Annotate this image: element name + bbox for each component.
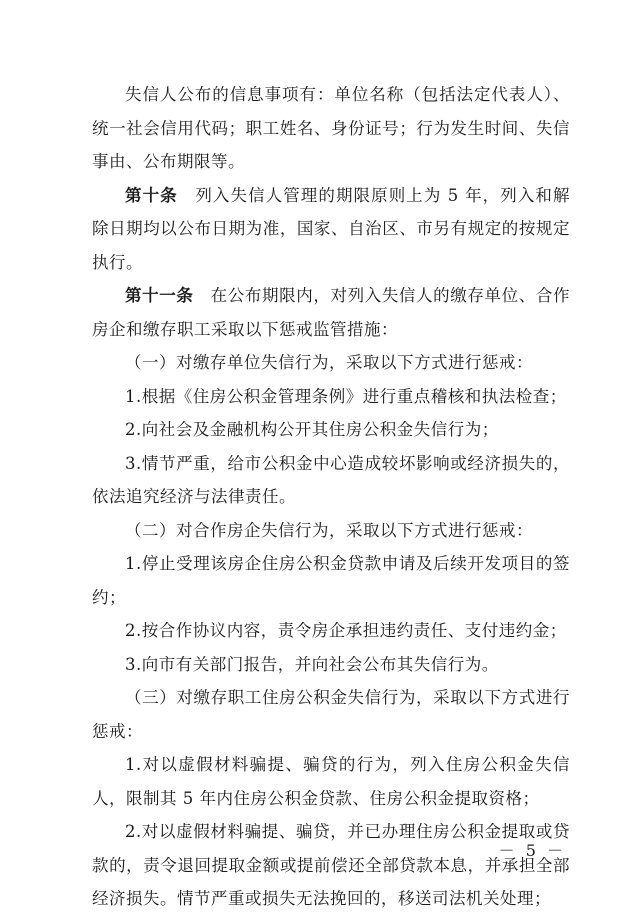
page-number: － 5 － — [498, 841, 566, 860]
paragraph-item — [92, 815, 570, 916]
paragraph-section-3 — [92, 681, 570, 748]
paragraph-article-10 — [92, 179, 570, 280]
paragraph-item — [92, 380, 570, 414]
paragraph-text: 在公布期限内，对列入失信人的缴存单位、合作房企和缴存职工采取以下惩戒监管措施： — [92, 286, 571, 339]
paragraph-article-11 — [92, 279, 570, 346]
paragraph-item — [92, 648, 570, 682]
paragraph-text: （二）对合作房企失信行为，采取以下方式进行惩戒： — [125, 520, 533, 540]
paragraph-item — [92, 413, 570, 447]
document-body — [92, 78, 570, 916]
paragraph-text: 2.对以虚假材料骗提、骗贷，并已办理住房公积金提取或贷款的，责令退回提取金额或提前偿还全部贷款本息，并承担全部经济损失。情节严重或损失无法挽回的，移送司法机关处理； — [92, 822, 570, 908]
article-heading: 第十一条 — [125, 286, 194, 305]
paragraph-text: 2.按合作协议内容，责令房企承担违约责任、支付违约金； — [125, 621, 567, 640]
paragraph-disclosure-items — [92, 78, 570, 179]
paragraph-item — [92, 447, 570, 514]
paragraph-text: 2.向社会及金融机构公开其住房公积金失信行为； — [125, 420, 499, 439]
paragraph-text: 1.停止受理该房企住房公积金贷款申请及后续开发项目的签约； — [92, 554, 570, 607]
paragraph-item — [92, 748, 570, 815]
article-heading: 第十条 — [125, 185, 178, 205]
paragraph-text: 3.向市有关部门报告，并向社会公布其失信行为。 — [125, 654, 499, 674]
paragraph-text: （三）对缴存职工住房公积金失信行为，采取以下方式进行惩戒： — [92, 688, 570, 741]
paragraph-text: 1.根据《住房公积金管理条例》进行重点稽核和执法检查； — [125, 386, 567, 406]
paragraph-text: 失信人公布的信息事项有：单位名称（包括法定代表人）、统一社会信用代码；职工姓名、身份证号；行为发生时间、失信事由、公布期限等。 — [92, 85, 570, 171]
paragraph-text: 列入失信人管理的期限原则上为 5 年，列入和解除日期均以公布日期为准，国家、自治区、市另有规定的按规定执行。 — [92, 185, 570, 272]
paragraph-text: （一）对缴存单位失信行为，采取以下方式进行惩戒： — [125, 353, 533, 372]
paragraph-section-1 — [92, 346, 570, 380]
paragraph-item — [92, 614, 570, 648]
paragraph-item — [92, 547, 570, 614]
paragraph-section-2 — [92, 514, 570, 548]
paragraph-text: 3.情节严重，给市公积金中心造成较坏影响或经济损失的，依法追究经济与法律责任。 — [92, 453, 570, 506]
paragraph-text: 1.对以虚假材料骗提、骗贷的行为，列入住房公积金失信人，限制其 5 年内住房公积金贷款、住房公积金提取资格； — [92, 755, 570, 808]
